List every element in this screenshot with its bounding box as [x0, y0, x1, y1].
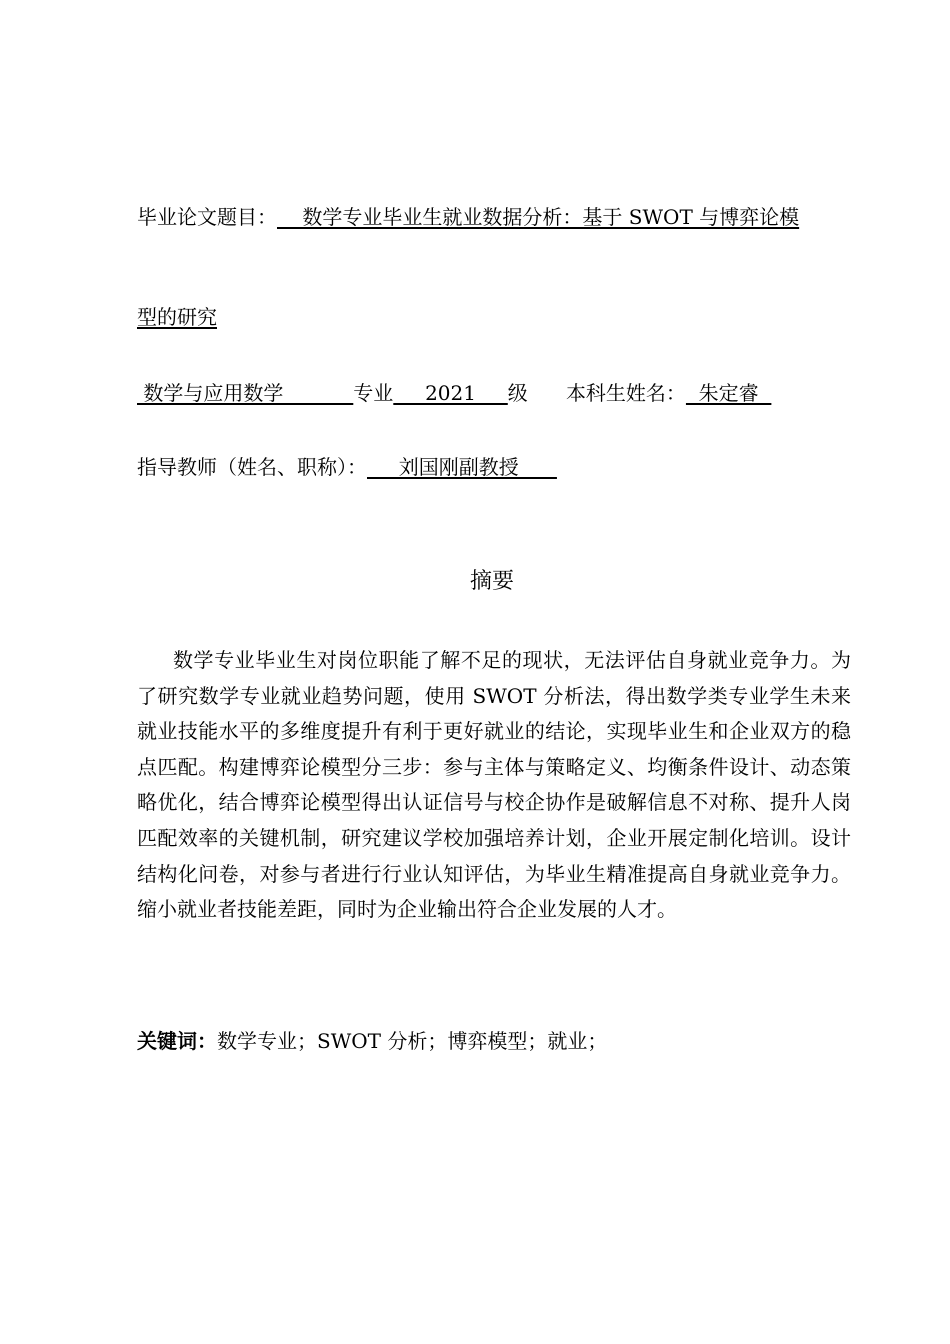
thesis-title-value: 数学专业毕业生就业数据分析：基于 SWOT 与博弈论模: [277, 205, 800, 229]
advisor-line: [137, 455, 557, 479]
keywords-value: 数学专业；SWOT 分析；博弈模型；就业；: [217, 1029, 608, 1053]
keywords-line: [137, 1029, 607, 1053]
abstract-body: 数学专业毕业生对岗位职能了解不足的现状，无法评估自身就业竞争力。为了研究数学专业就业趋势问题，使用 SWOT 分析法，得出数学类专业学生未来就业技能水平的多维度提升有利于更好就业的结论，实现毕业生和企业双方的稳点匹配。构建博弈论模型分三步：参与主体与策略定义、均衡条件设计、动态策略优化，结合博弈论模型得出认证信号与校企协作是破解信息不对称、提升人岗匹配效率的关键机制，研究建议学校加强培养计划，企业开展定制化培训。设计结构化问卷，对参与者进行行业认知评估，为毕业生精准提高自身就业竞争力。缩小就业者技能差距，同时为企业输出符合企业发展的人才。: [137, 648, 851, 922]
keywords-label: 关键词：: [137, 1029, 217, 1053]
major-value: 数学与应用数学: [137, 381, 354, 405]
spacer: [528, 381, 566, 405]
thesis-title-continuation: 型的研究: [137, 305, 217, 329]
advisor-label: 指导教师（姓名、职称）：: [137, 455, 367, 479]
major-suffix: 专业: [353, 381, 394, 405]
student-name-value: 朱定睿: [685, 381, 772, 405]
student-name-label: 本科生姓名：: [565, 381, 686, 405]
year-suffix: 级: [507, 381, 528, 405]
thesis-title-line-2: [137, 305, 217, 329]
abstract-heading: 摘要: [469, 569, 514, 594]
thesis-title-label: 毕业论文题目：: [137, 205, 277, 229]
student-info-line: [137, 381, 771, 405]
advisor-value: 刘国刚副教授: [367, 455, 557, 479]
thesis-title-line-1: [137, 205, 799, 229]
year-value: 2021: [393, 381, 508, 405]
